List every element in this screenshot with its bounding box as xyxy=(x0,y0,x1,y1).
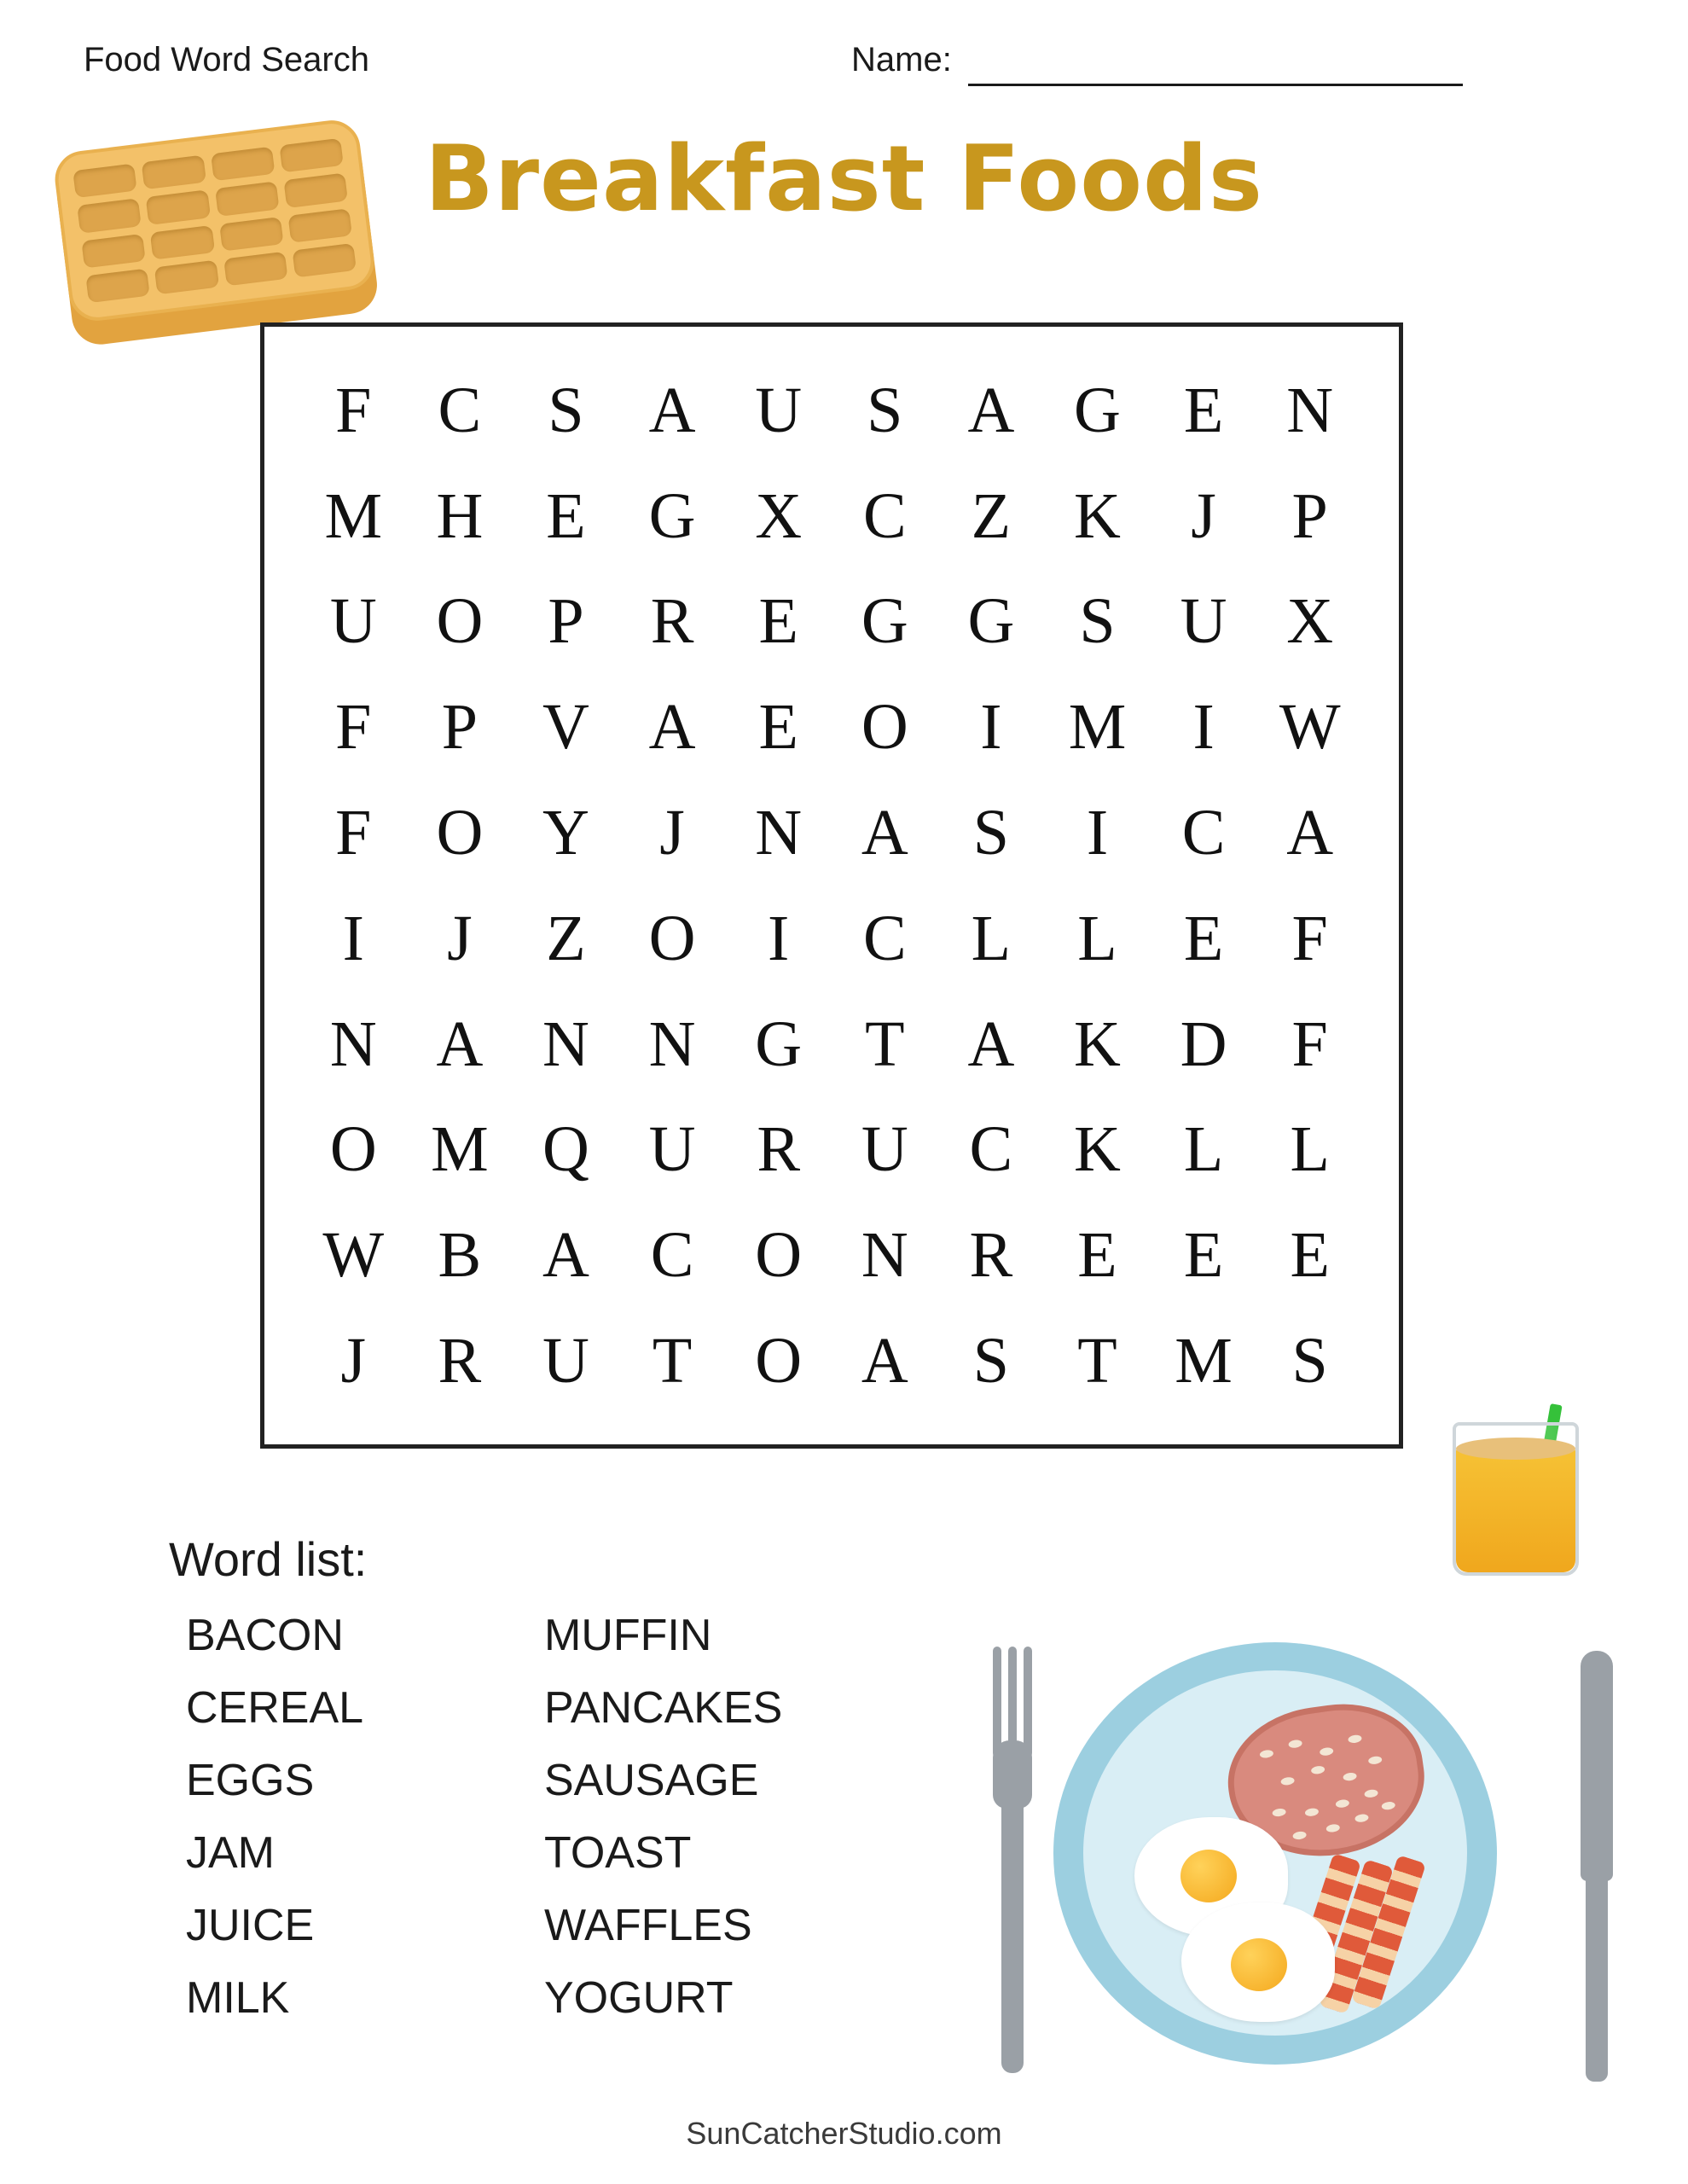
word-list-item: JAM xyxy=(186,1828,275,1878)
grid-letter: G xyxy=(755,1008,803,1080)
grid-letter: N xyxy=(648,1008,696,1080)
ham-speckle xyxy=(1343,1772,1357,1781)
knife-icon xyxy=(1575,1651,1616,2077)
word-list-item: YOGURT xyxy=(544,1973,734,2023)
grid-letter: O xyxy=(329,1113,377,1186)
grid-letter: T xyxy=(865,1008,905,1080)
waffle-cell xyxy=(142,155,206,190)
grid-letter: L xyxy=(971,902,1012,974)
grid-letter: A xyxy=(861,797,908,869)
waffle-cell xyxy=(215,182,280,217)
grid-letter: J xyxy=(340,1325,367,1397)
word-list xyxy=(186,1600,868,2035)
grid-letter: J xyxy=(1191,479,1216,552)
fork-tine xyxy=(1024,1647,1032,1757)
grid-letter: N xyxy=(1286,374,1334,446)
grid-letter: F xyxy=(335,374,372,446)
grid-letter: N xyxy=(329,1008,377,1080)
grid-letter: T xyxy=(652,1325,693,1397)
grid-letter: N xyxy=(755,797,803,869)
ham-speckle xyxy=(1280,1776,1295,1786)
grid-letter: A xyxy=(967,374,1015,446)
grid-letter: K xyxy=(1074,1113,1121,1186)
grid-letter: M xyxy=(324,479,383,552)
word-list-heading: Word list: xyxy=(169,1532,368,1586)
grid-letter: Z xyxy=(971,479,1012,552)
grid-letter: G xyxy=(967,585,1015,658)
ham-speckle xyxy=(1320,1747,1334,1757)
grid-letter: E xyxy=(1183,374,1224,446)
word-list-item: WAFFLES xyxy=(544,1901,752,1950)
grid-letter: E xyxy=(1183,1219,1224,1292)
worksheet-label: Food Word Search xyxy=(84,41,369,78)
grid-letter: O xyxy=(436,797,484,869)
grid-letter: V xyxy=(542,691,589,764)
waffle-cell xyxy=(219,217,284,252)
grid-letter: A xyxy=(648,374,696,446)
juice-surface xyxy=(1456,1438,1575,1460)
grid-letter: A xyxy=(1286,797,1334,869)
grid-letter: E xyxy=(1077,1219,1117,1292)
grid-letter: R xyxy=(969,1219,1013,1292)
grid-letter: I xyxy=(342,902,364,974)
grid-letter: C xyxy=(862,479,907,552)
waffle-cell xyxy=(85,268,150,303)
grid-letter: X xyxy=(755,479,803,552)
grid-letter: G xyxy=(648,479,696,552)
grid-letter: O xyxy=(436,585,484,658)
waffle-cell xyxy=(146,190,211,225)
fork-tine xyxy=(1008,1647,1017,1757)
waffle-cell xyxy=(283,173,348,208)
grid-letter: R xyxy=(438,1325,482,1397)
name-label: Name: xyxy=(851,41,952,78)
ham-speckle xyxy=(1304,1808,1319,1817)
grid-letter: A xyxy=(436,1008,484,1080)
waffle-cell xyxy=(73,164,137,199)
grid-letter: C xyxy=(438,374,482,446)
grid-letter: S xyxy=(1079,585,1116,658)
grid-letter: U xyxy=(1180,585,1227,658)
ham-speckle xyxy=(1288,1740,1302,1749)
grid-letter: A xyxy=(967,1008,1015,1080)
grid-letter: I xyxy=(768,902,790,974)
grid-letter: C xyxy=(650,1219,694,1292)
grid-letter: C xyxy=(1181,797,1226,869)
grid-letter: F xyxy=(335,691,372,764)
grid-letter: T xyxy=(1077,1325,1117,1397)
grid-letter: A xyxy=(648,691,696,764)
word-list-item: PANCAKES xyxy=(544,1683,783,1733)
grid-letter: L xyxy=(1290,1113,1330,1186)
knife-handle xyxy=(1586,1864,1608,2082)
juice-liquid xyxy=(1456,1448,1575,1572)
page-title: Breakfast Foods xyxy=(424,126,1264,231)
waffle-cell xyxy=(279,138,344,173)
grid-letter: P xyxy=(1291,479,1328,552)
word-list-item: BACON xyxy=(186,1611,344,1660)
grid-letter: G xyxy=(1074,374,1121,446)
word-list-item: CEREAL xyxy=(186,1683,364,1733)
orange-juice-icon xyxy=(1446,1403,1586,1578)
waffle-cell xyxy=(223,252,288,287)
grid-letter: R xyxy=(650,585,694,658)
grid-letter: E xyxy=(758,585,798,658)
fried-egg-icon xyxy=(1181,1902,1335,2022)
ham-speckle xyxy=(1311,1765,1325,1774)
grid-letter: E xyxy=(758,691,798,764)
word-list-item: EGGS xyxy=(186,1756,315,1805)
ham-speckle xyxy=(1364,1789,1378,1798)
grid-letter: U xyxy=(329,585,377,658)
ham-speckle xyxy=(1381,1801,1395,1810)
waffle-cell xyxy=(154,259,219,294)
grid-letter: C xyxy=(862,902,907,974)
grid-letter: C xyxy=(969,1113,1013,1186)
grid-letter: E xyxy=(546,479,586,552)
waffle-cell xyxy=(81,233,146,268)
grid-letter: X xyxy=(1286,585,1334,658)
word-list-item: JUICE xyxy=(186,1901,315,1950)
grid-letter: I xyxy=(1192,691,1215,764)
grid-letter: L xyxy=(1183,1113,1224,1186)
name-write-line xyxy=(968,84,1463,86)
grid-letter: O xyxy=(755,1325,803,1397)
grid-letter: L xyxy=(1077,902,1117,974)
grid-letter: U xyxy=(648,1113,696,1186)
grid-letter: O xyxy=(648,902,696,974)
fork-icon xyxy=(989,1647,1034,2073)
grid-letter: M xyxy=(1175,1325,1233,1397)
grid-letter: W xyxy=(322,1219,385,1292)
grid-letter: H xyxy=(436,479,484,552)
grid-letter: G xyxy=(861,585,908,658)
ham-speckle xyxy=(1368,1756,1383,1765)
grid-letter: S xyxy=(1291,1325,1328,1397)
grid-letter: M xyxy=(1068,691,1127,764)
ham-speckle xyxy=(1354,1814,1369,1823)
word-list-item: SAUSAGE xyxy=(544,1756,759,1805)
waffle-cell xyxy=(292,243,357,278)
grid-letter: A xyxy=(542,1219,589,1292)
ham-speckle xyxy=(1348,1734,1362,1744)
grid-letter: B xyxy=(438,1219,482,1292)
word-list-item: MILK xyxy=(186,1973,290,2023)
grid-letter: E xyxy=(1290,1219,1330,1292)
grid-letter: D xyxy=(1180,1008,1227,1080)
ham-speckle xyxy=(1259,1749,1273,1758)
ham-speckle xyxy=(1292,1831,1307,1840)
word-list-item: TOAST xyxy=(544,1828,692,1878)
breakfast-plate-icon xyxy=(972,1612,1638,2116)
grid-letter: O xyxy=(861,691,908,764)
grid-letter: I xyxy=(980,691,1002,764)
grid-letter: N xyxy=(542,1008,589,1080)
grid-letter: S xyxy=(548,374,584,446)
grid-letter: F xyxy=(1291,902,1328,974)
grid-letter: F xyxy=(335,797,372,869)
grid-letter: A xyxy=(861,1325,908,1397)
knife-blade xyxy=(1581,1651,1613,1881)
word-list-item: MUFFIN xyxy=(544,1611,712,1660)
grid-letter: S xyxy=(867,374,903,446)
grid-letter: S xyxy=(972,797,1010,869)
fork-tine xyxy=(993,1647,1001,1757)
grid-letter: R xyxy=(757,1113,801,1186)
grid-letter: U xyxy=(755,374,803,446)
waffle-cell xyxy=(287,208,352,243)
word-search-grid xyxy=(260,322,1403,1449)
grid-letter: W xyxy=(1279,691,1341,764)
grid-letter: Q xyxy=(542,1113,589,1186)
grid-letter: K xyxy=(1074,1008,1121,1080)
grid-letter: P xyxy=(548,585,584,658)
waffle-cell xyxy=(77,198,142,233)
grid-letter: I xyxy=(1086,797,1109,869)
waffle-cell xyxy=(211,147,276,182)
grid-letter: U xyxy=(861,1113,908,1186)
footer-credit: SunCatcherStudio.com xyxy=(686,2116,1002,2151)
grid-letter: Z xyxy=(546,902,586,974)
grid-letter: U xyxy=(542,1325,589,1397)
grid-letter: E xyxy=(1183,902,1224,974)
ham-speckle xyxy=(1272,1808,1286,1817)
grid-letter: J xyxy=(659,797,685,869)
grid-letter: S xyxy=(972,1325,1010,1397)
egg-yolk xyxy=(1180,1850,1237,1902)
grid-letter: N xyxy=(861,1219,908,1292)
grid-letter: O xyxy=(755,1219,803,1292)
waffle-cell xyxy=(150,225,215,260)
egg-yolk xyxy=(1231,1938,1287,1991)
grid-letter: K xyxy=(1074,479,1121,552)
grid-letter: M xyxy=(431,1113,489,1186)
ham-speckle xyxy=(1325,1823,1340,1833)
grid-letter: F xyxy=(1291,1008,1328,1080)
plate-shape xyxy=(1053,1642,1497,2065)
ham-speckle xyxy=(1335,1799,1349,1809)
fork-handle xyxy=(1001,1783,1024,2073)
grid-letter: J xyxy=(447,902,473,974)
grid-letter: Y xyxy=(542,797,589,869)
grid-letter: P xyxy=(441,691,479,764)
